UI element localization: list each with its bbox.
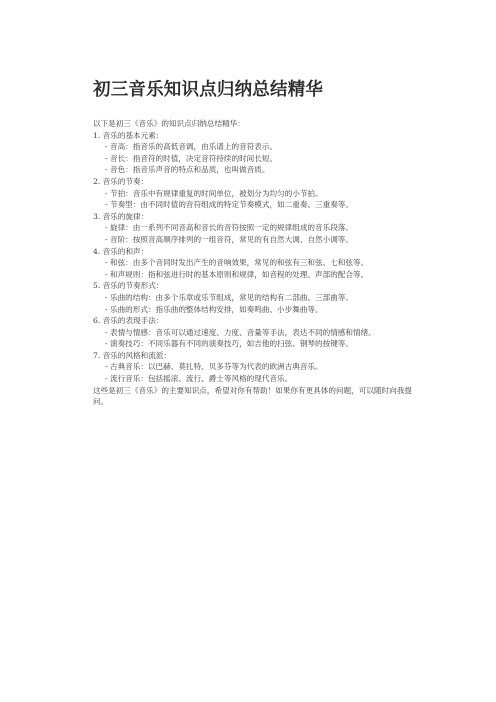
list-item: - 音长：指音符的时值，决定音符持续的时间长短。 [105,153,278,163]
section-heading-7: 7. 音乐的风格和流派： [93,350,172,360]
list-item: - 流行音乐：包括摇滚、流行、爵士等风格的现代音乐。 [105,374,293,384]
list-item: - 表情与情感：音乐可以通过速度、力度、音量等手法，表达不同的情感和情绪。 [105,327,376,337]
list-item: - 和弦：由多个音同时发出产生的音响效果，常见的和弦有三和弦、七和弦等。 [105,258,369,268]
list-item: - 演奏技巧：不同乐器有不同的演奏技巧，如吉他的扫弦、钢琴的按键等。 [105,339,353,349]
list-item: - 节拍：音乐中有规律重复的时间单位，被划分为均匀的小节拍。 [105,188,323,198]
section-heading-4: 4. 音乐的和声： [93,246,149,256]
document-title: 初三音乐知识点归纳总结精华 [93,80,324,100]
list-item: - 古典音乐：以巴赫、莫扎特、贝多芬等为代表的欧洲古典音乐。 [105,362,323,372]
section-heading-5: 5. 音乐的节奏形式： [93,281,164,291]
list-item: - 乐曲的形式：指乐曲的整体结构安排，如奏鸣曲、小步舞曲等。 [105,304,323,314]
list-item: - 音高：指音乐的高低音调，由乐谱上的音符表示。 [105,142,278,152]
section-heading-3: 3. 音乐的旋律： [93,211,149,221]
section-heading-1: 1. 音乐的基本元素： [93,130,164,140]
list-item: - 乐曲的结构：由多个乐章或乐节组成，常见的结构有二部曲、三部曲等。 [105,292,353,302]
document-body [93,118,413,408]
list-item: - 音阶：按照音高顺序排列的一组音符，常见的有自然大调、自然小调等。 [105,234,353,244]
section-heading-2: 2. 音乐的节奏： [93,176,149,186]
section-heading-6: 6. 音乐的表现手法： [93,316,164,326]
intro-line: 以下是初三《音乐》的知识点归纳总结精华： [93,119,245,128]
list-item: - 音色：指音乐声音的特点和品质，也叫做音质。 [105,165,270,175]
list-item: - 旋律：由一系列不同音高和音长的音符按照一定的规律组成的音乐段落。 [105,223,353,233]
list-item: - 节奏型：由不同时值的音符组成的特定节奏模式，如二重奏、三重奏等。 [105,200,353,210]
closing-paragraph: 这些是初三《音乐》的主要知识点，希望对你有帮助！如果你有更具体的问题，可以随时向我提问。 [93,385,412,407]
list-item: - 和声规则：指和弦进行时的基本原则和规律，如音程的处理、声部的配合等。 [105,269,369,279]
